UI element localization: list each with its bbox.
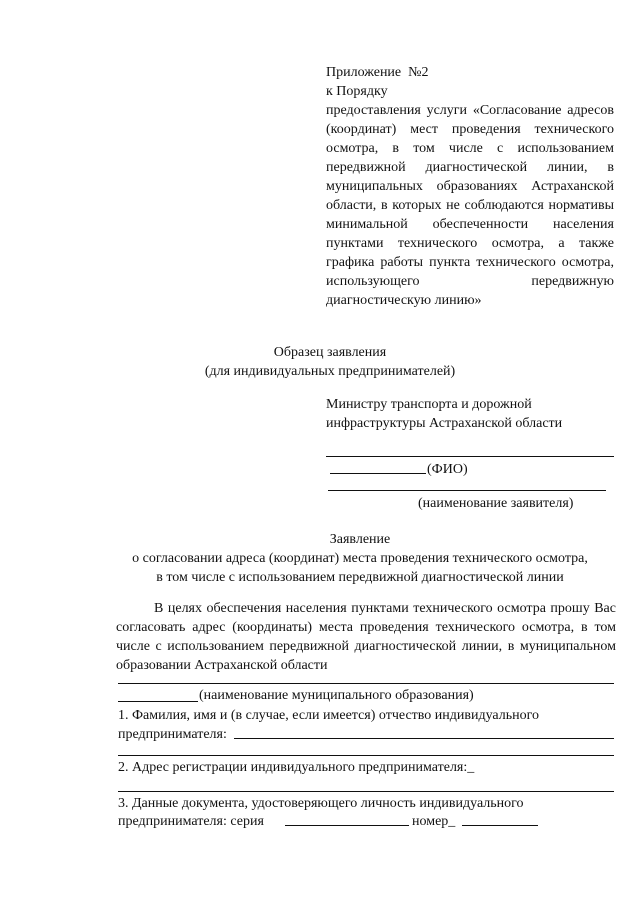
statement-line1: о согласовании адреса (координат) места проведения технического осмотра, (132, 551, 588, 566)
applicant-label: (наименование заявителя) (418, 496, 574, 511)
appendix-order: к Порядку (326, 84, 388, 99)
item3-series-line (285, 825, 409, 826)
item3-number-label: номер_ (412, 814, 456, 829)
statement-line2: в том числе с использованием передвижной диагностической линии (156, 570, 564, 585)
appendix-body: предоставления услуги «Согласование адресов (координат) мест проведения технического осмотра, в том числе с использованием передвижной диагностической линии, в муниципальных образованиях Астраханской области, в которых не соблюдаются нормативы минимальной обеспеченности населения пунктами технического осмотра, а также графика работы пункта технического осмотра, использующего передвижную диагностическую линию» (326, 103, 614, 308)
sample-subtitle: (для индивидуальных предпринимателей) (204, 364, 456, 379)
item1-continuation: предпринимателя: (118, 727, 227, 742)
item1-line-a (234, 738, 614, 739)
appendix-title: Приложение №2 (326, 65, 429, 80)
request-paragraph: В целях обеспечения населения пунктами технического осмотра прошу Вас согласовать адрес (координаты) места проведения технического осмотра, в том числе с использованием передвижной диагностической линии, в муниципальном образовании Астраханской области (116, 601, 616, 673)
appendix-block (326, 63, 614, 310)
sample-title: Образец заявления (273, 345, 387, 360)
municipality-label: (наименование муниципального образования) (199, 688, 474, 703)
fio-label: (ФИО) (427, 462, 468, 477)
item3-text: 3. Данные документа, удостоверяющего личность индивидуального (118, 796, 524, 811)
applicant-line (328, 490, 606, 491)
addressee-block (326, 395, 616, 433)
item3-number-line (462, 825, 538, 826)
sample-heading (100, 343, 560, 381)
item2-line-b (118, 791, 614, 792)
municipality-short-line (118, 701, 198, 702)
fio-line (330, 473, 426, 474)
municipality-line (118, 683, 614, 684)
item2-text: 2. Адрес регистрации индивидуального предпринимателя:_ (118, 760, 475, 775)
statement-heading (100, 530, 620, 587)
statement-title: Заявление (329, 532, 391, 547)
item1-text: 1. Фамилия, имя и (в случае, если имеется) отчество индивидуального (118, 708, 540, 723)
item1-line-b (118, 755, 614, 756)
addressee-text: Министру транспорта и дорожной инфраструктуры Астраханской области (326, 397, 563, 431)
addressee-line (326, 456, 614, 457)
item3-series-label: предпринимателя: серия (118, 814, 264, 829)
